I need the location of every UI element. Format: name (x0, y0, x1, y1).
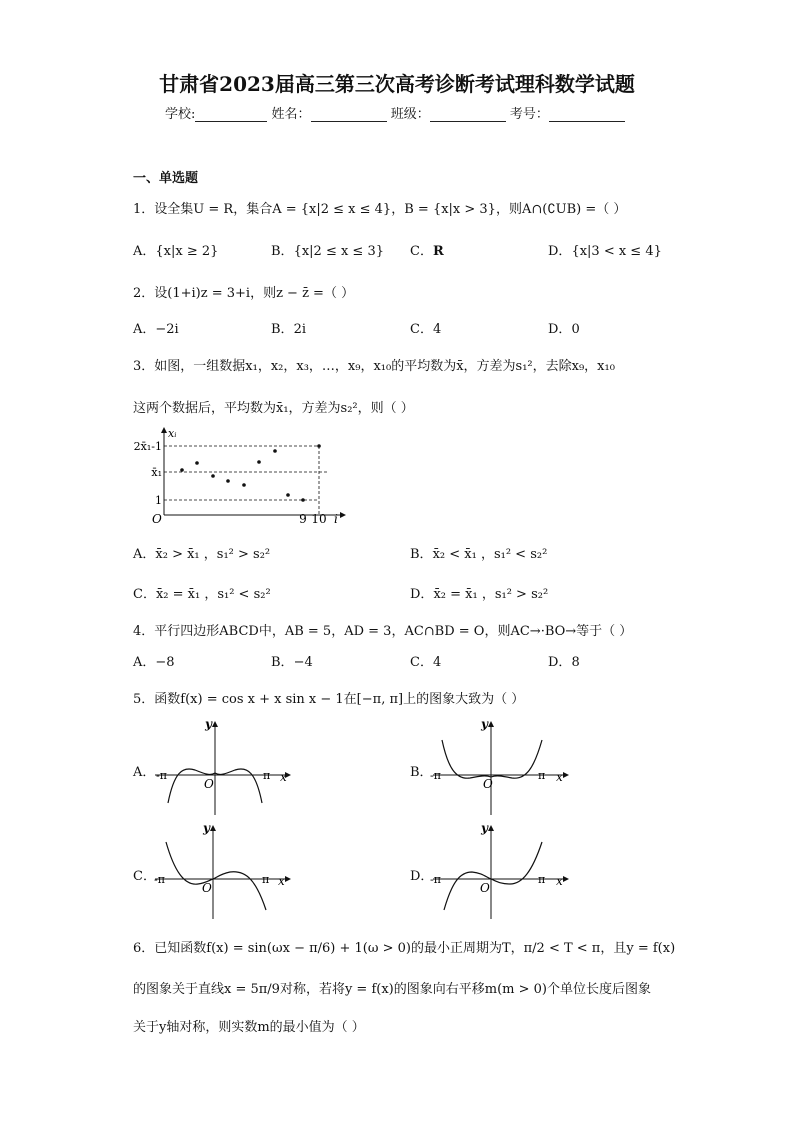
option-label: D． (548, 322, 572, 337)
origin-label: O (480, 881, 490, 895)
question-number: 3． (133, 359, 155, 374)
q4-option-a[interactable] (133, 651, 175, 670)
y-label: y (481, 718, 488, 731)
question-6-line3: 关于y轴对称，则实数m的最小值为（ ） (133, 1020, 365, 1035)
q1-math-expr: A∩(∁UB) = (521, 202, 597, 217)
q4-option-b[interactable] (271, 651, 313, 670)
q1-option-d[interactable] (548, 240, 662, 259)
y-label: y (203, 822, 210, 835)
origin-label: O (204, 777, 214, 791)
q4-option-d[interactable] (548, 651, 580, 670)
q5-option-b-label[interactable]: B． (410, 765, 433, 780)
data-point (242, 483, 246, 487)
x-tick-9: 9 (299, 512, 307, 525)
y-axis-arrow (212, 721, 218, 727)
q1-math-universal: U = R (193, 202, 234, 217)
id-field[interactable] (549, 107, 625, 122)
q1-math-set-b: B = {x|x > 3} (404, 202, 496, 217)
option-text: x̄₂ < x̄₁ ，s₁² < s₂² (432, 547, 548, 562)
y-label: y (481, 822, 488, 835)
neg-pi-label: -π (430, 769, 441, 782)
option-text: 2i (293, 322, 306, 337)
option-label: A． (133, 547, 156, 562)
data-point (180, 468, 184, 472)
option-label: A． (133, 244, 156, 259)
q5-text: 函数f(x) = cos x + x sin x − 1在[−π, π]上的图象大致为（ ） (154, 692, 525, 707)
data-point (317, 444, 321, 448)
q3-scatter-graph (128, 425, 353, 525)
origin-label: O (152, 512, 162, 525)
name-label: 姓名： (271, 107, 311, 122)
option-label: C． (133, 587, 156, 602)
option-label: D． (410, 587, 434, 602)
y-axis-arrow (161, 427, 167, 433)
curve (442, 740, 542, 778)
y-label: xᵢ (168, 427, 177, 440)
q6-text-line1: 已知函数f(x) = sin(ωx − π/6) + 1(ω > 0)的最小正周期为T，π/2 < T < π，且y = f(x) (154, 941, 676, 956)
q3-option-d[interactable] (410, 583, 548, 602)
option-text: R (432, 244, 444, 259)
q1-text: 设全集 (154, 202, 194, 217)
q5-graph-a[interactable] (150, 718, 300, 816)
q2-option-b[interactable] (271, 318, 306, 337)
id-label: 考号： (509, 107, 549, 122)
q5-option-a-label[interactable]: A． (133, 765, 156, 780)
pi-label: π (263, 769, 271, 782)
pi-label: π (538, 873, 546, 886)
question-number: 4． (133, 624, 155, 639)
question-4 (133, 620, 632, 639)
y-label: y (205, 718, 212, 731)
question-number: 5． (133, 692, 155, 707)
question-6 (133, 937, 675, 956)
y-tick-top: 2x̄₁-1 (133, 440, 162, 453)
option-label: D． (548, 244, 572, 259)
option-text: −4 (293, 655, 313, 670)
option-text: {x|3 < x ≤ 4} (571, 244, 662, 259)
neg-pi-label: -π (430, 873, 441, 886)
y-tick-mean: x̄₁ (151, 466, 162, 479)
school-field[interactable] (195, 107, 267, 122)
data-point (286, 493, 290, 497)
q3-option-b[interactable] (410, 543, 547, 562)
option-label: C． (410, 322, 433, 337)
option-text: x̄₂ > x̄₁ ，s₁² > s₂² (155, 547, 271, 562)
curve (166, 842, 266, 910)
x-axis-arrow (340, 512, 346, 518)
q4-option-c[interactable] (410, 651, 441, 670)
q2-text: 设(1+i)z = 3+i，则z − z̄ =（ ） (154, 286, 355, 301)
q2-option-c[interactable] (410, 318, 441, 337)
option-text: x̄₂ = x̄₁ ，s₁² > s₂² (433, 587, 549, 602)
data-point (273, 449, 277, 453)
x-axis-arrow (563, 772, 569, 778)
q2-option-d[interactable] (548, 318, 580, 337)
option-text: 8 (571, 655, 580, 670)
option-text: {x|2 ≤ x ≤ 3} (293, 244, 385, 259)
origin-label: O (483, 777, 493, 791)
q1-option-b[interactable] (271, 240, 384, 259)
origin-label: O (202, 881, 212, 895)
option-text: 4 (432, 655, 442, 670)
question-number: 1． (133, 202, 155, 217)
data-point (195, 461, 199, 465)
option-label: A． (133, 322, 156, 337)
x-label: x (556, 874, 563, 888)
option-text: −2i (155, 322, 179, 337)
option-text: 4 (432, 322, 442, 337)
q5-option-c-label[interactable]: C． (133, 869, 156, 884)
q3-text-line1: 如图，一组数据x₁，x₂，x₃，…，x₉，x₁₀的平均数为x̄，方差为s₁²，去除x₉，x₁₀ (154, 359, 615, 374)
q1-text: （ ） (596, 202, 627, 217)
y-axis-arrow (488, 825, 494, 831)
option-label: B． (271, 244, 294, 259)
x-tick-10: 10 (311, 512, 327, 525)
data-point (211, 474, 215, 478)
q3-option-a[interactable] (133, 543, 270, 562)
q5-option-d-label[interactable]: D． (410, 869, 434, 884)
x-axis-arrow (285, 876, 291, 882)
class-label: 班级： (390, 107, 430, 122)
option-label: C． (410, 655, 433, 670)
neg-pi-label: -π (154, 873, 165, 886)
class-field[interactable] (430, 107, 506, 122)
q4-text: 平行四边形ABCD中，AB = 5，AD = 3，AC∩BD = O，则AC→·BO→等于（ ） (154, 624, 633, 639)
data-point (226, 479, 230, 483)
x-label: i (334, 512, 338, 525)
option-label: C． (410, 244, 433, 259)
q5-graph-c[interactable] (150, 822, 300, 920)
pi-label: π (262, 873, 270, 886)
curve (444, 842, 542, 910)
school-label: 学校: (165, 107, 196, 122)
q3-option-c[interactable] (133, 583, 271, 602)
option-label: B． (271, 655, 294, 670)
page-title: 甘肃省2023届高三第三次高考诊断考试理科数学试题 (159, 72, 635, 96)
q1-option-c[interactable] (410, 240, 444, 259)
question-2 (133, 282, 354, 301)
neg-pi-label: -π (156, 769, 167, 782)
question-1 (133, 198, 626, 217)
section-title: 一、单选题 (133, 171, 199, 186)
q1-text: ，集合 (233, 202, 273, 217)
q1-text: ，则 (495, 202, 522, 217)
q2-option-a[interactable] (133, 318, 179, 337)
question-3 (133, 355, 615, 374)
question-3-line2: 这两个数据后，平均数为x̄₁，方差为s₂²，则（ ） (133, 401, 414, 416)
option-text: x̄₂ = x̄₁ ，s₁² < s₂² (155, 587, 271, 602)
data-point (257, 460, 261, 464)
data-point (301, 498, 305, 502)
option-label: B． (410, 547, 433, 562)
question-number: 2． (133, 286, 155, 301)
option-label: A． (133, 655, 156, 670)
question-number: 6． (133, 941, 155, 956)
option-label: B． (271, 322, 294, 337)
question-6-line2: 的图象关于直线x = 5π/9对称，若将y = f(x)的图象向右平移m(m > 0)个单位长度后图象 (133, 982, 651, 997)
pi-label: π (538, 769, 546, 782)
question-5 (133, 688, 524, 707)
x-label: x (278, 874, 285, 888)
y-axis-arrow (488, 721, 494, 727)
student-info-line (165, 103, 625, 122)
q5-graph-d[interactable] (428, 822, 578, 920)
option-text: −8 (155, 655, 175, 670)
option-label: D． (548, 655, 572, 670)
name-field[interactable] (311, 107, 387, 122)
x-axis-arrow (563, 876, 569, 882)
x-label: x (556, 770, 563, 784)
x-label: x (280, 770, 287, 784)
option-text: 0 (571, 322, 580, 337)
y-tick-one: 1 (155, 494, 162, 507)
q1-math-set-a: A = {x|2 ≤ x ≤ 4} (272, 202, 392, 217)
q5-graph-b[interactable] (428, 718, 578, 816)
q1-text: ， (391, 202, 405, 217)
y-axis-arrow (210, 825, 216, 831)
option-text: {x|x ≥ 2} (155, 244, 219, 259)
q1-option-a[interactable] (133, 240, 218, 259)
